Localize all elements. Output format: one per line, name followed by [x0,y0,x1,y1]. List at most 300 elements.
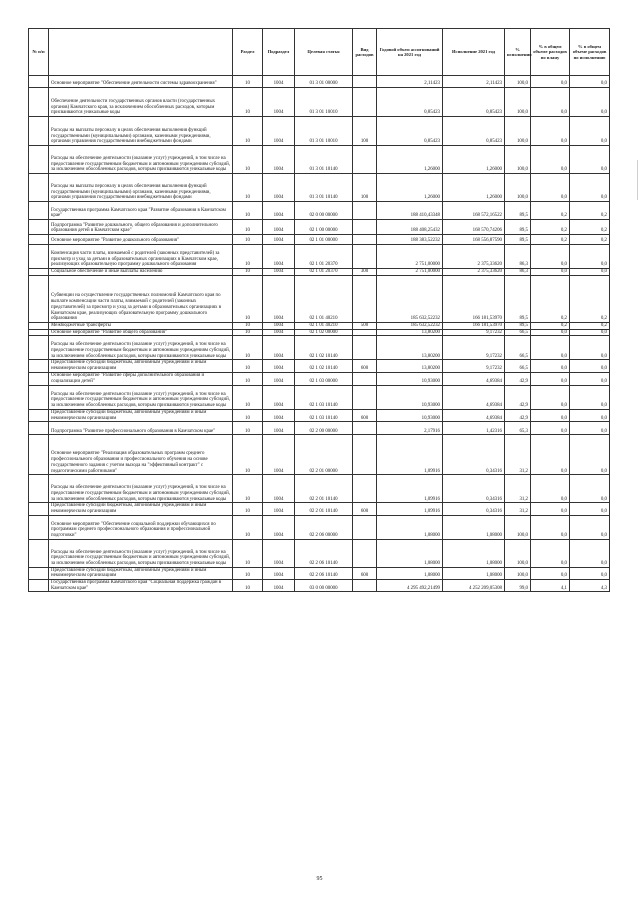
cell-podrazdel: 1004 [263,329,295,336]
cell-percent: 99,0 [505,580,531,592]
cell-num [29,276,49,323]
cell-executed: 1,26000 [443,174,505,202]
cell-name: Предоставление субсидий бюджетным, автономным учреждениям и иным некоммерческим организациям [49,567,233,579]
cell-name: Межбюджетные трансферты [49,323,233,330]
cell-annual: 1,09916 [377,503,443,515]
cell-name: Расходы на обеспечение деятельности (оказание услуг) учреждений, в том числе на предоставление государственным бюджетным и автономным учреждениям субсидий, за исключением обособленных расходов, которым присваиваются уникальные коды [49,539,233,567]
header-num: № п/п [29,29,49,76]
cell-num [29,202,49,220]
table-row [29,276,610,323]
cell-razdel: 10 [233,372,263,385]
cell-share-plan: 0,0 [531,329,570,336]
cell-podrazdel: 1004 [263,567,295,579]
cell-name: Подпрограмма "Развитие дошкольного, общего образования и дополнительного образования детей в Камчатском крае" [49,220,233,235]
cell-podrazdel: 1004 [263,422,295,435]
cell-name: Основное мероприятие "Развитие сферы дополнительного образования и социализации детей" [49,372,233,385]
table-row [29,117,610,146]
cell-percent: 100,0 [505,174,531,202]
cell-podrazdel: 1004 [263,276,295,323]
cell-razdel: 10 [233,276,263,323]
header-share-plan: % в общем объеме расходов по плану [531,29,570,76]
cell-razdel: 10 [233,503,263,515]
cell-num [29,146,49,174]
cell-razdel: 10 [233,245,263,269]
cell-executed: 166 181,53970 [443,276,505,323]
cell-share-exec: 0,2 [570,323,610,330]
cell-executed: 1,08000 [443,515,505,539]
cell-annual: 1,09916 [377,435,443,475]
cell-name: Основное мероприятие "Обеспечение деятельности системы здравоохранения" [49,76,233,88]
cell-vid: 500 [353,323,377,330]
cell-target: 02 1 02 10140 [295,360,353,372]
cell-razdel: 10 [233,146,263,174]
cell-share-exec: 0,2 [570,220,610,235]
cell-annual: 1,26000 [377,146,443,174]
cell-podrazdel: 1004 [263,269,295,276]
cell-name: Предоставление субсидий бюджетным, автономным учреждениям и иным некоммерческим организациям [49,503,233,515]
cell-share-plan: 0,0 [531,146,570,174]
cell-share-exec: 0,0 [570,372,610,385]
cell-share-plan: 0,0 [531,245,570,269]
cell-percent: 100,0 [505,76,531,88]
cell-annual: 1,09916 [377,475,443,503]
cell-executed: 1,08000 [443,539,505,567]
table-row [29,435,610,475]
cell-percent: 100,0 [505,88,531,117]
cell-share-plan: 0,0 [531,422,570,435]
header-razdel: Раздел [233,29,263,76]
cell-share-plan: 0,2 [531,235,570,245]
cell-executed: 0,85423 [443,117,505,146]
table-row [29,360,610,372]
cell-vid [353,146,377,174]
table-row [29,174,610,202]
cell-share-exec: 0,0 [570,503,610,515]
table-row [29,475,610,503]
cell-num [29,269,49,276]
cell-razdel: 10 [233,475,263,503]
cell-percent: 31,2 [505,435,531,475]
header-vid: Вид расходов [353,29,377,76]
cell-executed: 168 572,16522 [443,202,505,220]
cell-vid [353,435,377,475]
cell-num [29,360,49,372]
cell-target: 01 3 01 00000 [295,76,353,88]
cell-share-exec: 4,3 [570,580,610,592]
cell-annual: 4 295 492,21499 [377,580,443,592]
cell-share-exec: 0,0 [570,385,610,409]
cell-podrazdel: 1004 [263,360,295,372]
cell-num [29,76,49,88]
cell-podrazdel: 1004 [263,475,295,503]
cell-podrazdel: 1004 [263,235,295,245]
cell-razdel: 10 [233,385,263,409]
table-row [29,409,610,421]
cell-name: Субвенции на осуществление государственных полномочий Камчатского края по выплате компенсации части платы, взимаемой с родителей (законных представителей) за присмотр и уход за детьми в образовательных организациях в Камчатском крае, реализующих образовательную программу дошкольного образования [49,276,233,323]
cell-target: 01 3 01 10140 [295,174,353,202]
cell-podrazdel: 1004 [263,146,295,174]
cell-vid [353,202,377,220]
cell-share-exec: 0,0 [570,146,610,174]
cell-vid: 300 [353,269,377,276]
cell-share-exec: 0,0 [570,409,610,421]
table-row [29,580,610,592]
cell-percent: 89,5 [505,220,531,235]
cell-annual: 188 410,43348 [377,202,443,220]
cell-target: 02 1 01 40210 [295,276,353,323]
cell-executed: 9,17232 [443,360,505,372]
cell-razdel: 10 [233,220,263,235]
cell-executed: 4 252 209,05308 [443,580,505,592]
cell-num [29,235,49,245]
table-header-row [29,29,610,76]
cell-target: 02 1 03 10140 [295,385,353,409]
cell-podrazdel: 1004 [263,88,295,117]
cell-target: 02 2 01 10140 [295,503,353,515]
cell-share-plan: 0,0 [531,336,570,360]
cell-vid: 100 [353,117,377,146]
table-row [29,372,610,385]
cell-annual: 2 751,00000 [377,269,443,276]
cell-percent: 42,9 [505,385,531,409]
cell-share-exec: 0,2 [570,235,610,245]
cell-percent: 31,2 [505,475,531,503]
cell-razdel: 10 [233,435,263,475]
cell-share-exec: 0,0 [570,475,610,503]
cell-target: 02 1 01 00000 [295,235,353,245]
cell-razdel: 10 [233,336,263,360]
cell-share-exec: 0,0 [570,422,610,435]
cell-razdel: 10 [233,409,263,421]
cell-num [29,117,49,146]
cell-razdel: 10 [233,515,263,539]
cell-percent: 89,5 [505,323,531,330]
cell-share-plan: 0,0 [531,409,570,421]
cell-num [29,88,49,117]
table-row [29,88,610,117]
cell-annual: 13,80200 [377,336,443,360]
cell-name: Расходы на выплаты персоналу в целях обеспечения выполнения функций государственными (муниципальными) органами, казенными учреждениями, органами управления государственными внебюджетными фондами [49,174,233,202]
cell-executed: 4,69384 [443,409,505,421]
cell-name: Государственная программа Камчатского края "Социальная поддержка граждан в Камчатском крае" [49,580,233,592]
cell-vid [353,235,377,245]
header-annual: Годовой объем ассигнований на 2021 год [377,29,443,76]
header-target: Целевая статья [295,29,353,76]
cell-podrazdel: 1004 [263,409,295,421]
cell-vid [353,336,377,360]
cell-num [29,422,49,435]
cell-num [29,475,49,503]
cell-name: Основное мероприятие "Развитие дошкольного образования" [49,235,233,245]
cell-share-exec: 0,0 [570,336,610,360]
cell-share-plan: 4,1 [531,580,570,592]
cell-vid [353,385,377,409]
cell-share-plan: 0,0 [531,117,570,146]
cell-annual: 2 751,00000 [377,245,443,269]
table-row [29,422,610,435]
cell-podrazdel: 1004 [263,220,295,235]
cell-share-exec: 0,0 [570,174,610,202]
cell-share-exec: 0,0 [570,435,610,475]
cell-share-exec: 0,2 [570,202,610,220]
cell-target: 02 1 00 00000 [295,220,353,235]
cell-percent: 100,0 [505,539,531,567]
cell-razdel: 10 [233,539,263,567]
table-row [29,336,610,360]
cell-podrazdel: 1004 [263,372,295,385]
cell-vid: 600 [353,567,377,579]
cell-percent: 100,0 [505,567,531,579]
cell-target: 02 2 01 10140 [295,475,353,503]
cell-share-plan: 0,2 [531,220,570,235]
scan-edge-mark [637,160,638,200]
cell-annual: 13,80200 [377,329,443,336]
cell-percent: 89,5 [505,276,531,323]
cell-share-plan: 0,2 [531,276,570,323]
cell-name: Обеспечение деятельности государственных органов власти (государственных органов) Камчатского края, за исключением обособленных расходов, которым присваиваются уникальные коды [49,88,233,117]
table-row [29,146,610,174]
cell-name: Расходы на выплаты персоналу в целях обеспечения выполнения функций государственными (муниципальными) органами, казенными учреждениями, органами управления государственными внебюджетными фондами [49,117,233,146]
cell-percent: 31,2 [505,503,531,515]
cell-annual: 0,85423 [377,88,443,117]
cell-razdel: 10 [233,174,263,202]
cell-share-exec: 0,0 [570,269,610,276]
budget-table [28,28,610,592]
cell-name: Основное мероприятие "Реализация образовательных программ среднего профессионального образования и профессионального обучения на основе государственного задания с учетом выхода на "эффективный контракт" с педагогическими работниками" [49,435,233,475]
cell-target: 02 1 02 00000 [295,329,353,336]
header-executed: Исполнение 2021 год [443,29,505,76]
cell-num [29,336,49,360]
table-row [29,539,610,567]
cell-annual: 1,08000 [377,515,443,539]
cell-razdel: 10 [233,269,263,276]
cell-target: 02 2 06 00000 [295,515,353,539]
cell-razdel: 10 [233,202,263,220]
cell-annual: 185 632,52232 [377,276,443,323]
table-row [29,220,610,235]
table-row [29,245,610,269]
cell-share-exec: 0,2 [570,276,610,323]
cell-vid [353,76,377,88]
cell-target: 02 2 06 10140 [295,567,353,579]
cell-percent: 86,3 [505,269,531,276]
cell-percent: 66,5 [505,329,531,336]
cell-num [29,539,49,567]
cell-vid: 600 [353,409,377,421]
cell-executed: 1,08000 [443,567,505,579]
cell-target: 02 2 00 00000 [295,422,353,435]
header-percent: % исполнения [505,29,531,76]
cell-share-plan: 0,0 [531,567,570,579]
cell-num [29,409,49,421]
cell-vid [353,220,377,235]
cell-executed: 0,85423 [443,88,505,117]
cell-annual: 2,17916 [377,422,443,435]
cell-target: 01 3 01 10010 [295,88,353,117]
cell-podrazdel: 1004 [263,76,295,88]
cell-percent: 100,0 [505,117,531,146]
table-row [29,567,610,579]
cell-share-exec: 0,0 [570,567,610,579]
cell-target: 02 2 06 10140 [295,539,353,567]
table-row [29,269,610,276]
cell-name: Компенсация части платы, взимаемой с родителей (законных представителей) за присмотр и уход за детьми в образовательных организациях в Камчатском крае, реализующих образовательную программу дошкольного образования [49,245,233,269]
cell-razdel: 10 [233,580,263,592]
table-row [29,329,610,336]
cell-percent: 65,3 [505,422,531,435]
cell-share-plan: 0,0 [531,475,570,503]
cell-vid [353,580,377,592]
cell-name: Расходы на обеспечение деятельности (оказание услуг) учреждений, в том числе на предоставление государственным бюджетным и автономным учреждениям субсидий, за исключением обособленных расходов, которым присваиваются уникальные коды [49,146,233,174]
cell-target: 03 0 00 00000 [295,580,353,592]
cell-share-exec: 0,0 [570,117,610,146]
cell-annual: 10,93000 [377,372,443,385]
cell-num [29,580,49,592]
table-row [29,385,610,409]
cell-executed: 2 375,33620 [443,245,505,269]
cell-annual: 13,80200 [377,360,443,372]
header-name [49,29,233,76]
cell-num [29,372,49,385]
cell-annual: 1,26000 [377,174,443,202]
cell-executed: 9,17232 [443,336,505,360]
cell-annual: 1,08000 [377,567,443,579]
cell-vid [353,515,377,539]
cell-name: Социальное обеспечение и иные выплаты населению [49,269,233,276]
cell-name: Расходы на обеспечение деятельности (оказание услуг) учреждений, в том числе на предоставление государственным бюджетным и автономным учреждениям субсидий, за исключением обособленных расходов, которым присваиваются уникальные коды [49,475,233,503]
cell-target: 02 1 01 40210 [295,323,353,330]
cell-executed: 168 570,74206 [443,220,505,235]
cell-podrazdel: 1004 [263,202,295,220]
cell-share-plan: 0,2 [531,323,570,330]
cell-executed: 168 556,87590 [443,235,505,245]
cell-percent: 89,5 [505,235,531,245]
cell-share-plan: 0,0 [531,385,570,409]
cell-share-plan: 0,0 [531,503,570,515]
cell-num [29,503,49,515]
cell-percent: 86,3 [505,245,531,269]
cell-share-exec: 0,0 [570,76,610,88]
cell-vid [353,372,377,385]
table-row [29,202,610,220]
table-row [29,323,610,330]
table-body [29,76,610,592]
cell-executed: 9,17232 [443,329,505,336]
cell-share-exec: 0,0 [570,515,610,539]
cell-share-plan: 0,0 [531,88,570,117]
cell-executed: 1,26000 [443,146,505,174]
cell-annual: 1,08000 [377,539,443,567]
cell-razdel: 10 [233,235,263,245]
cell-razdel: 10 [233,76,263,88]
cell-share-plan: 0,0 [531,360,570,372]
cell-razdel: 10 [233,360,263,372]
cell-executed: 166 181,53970 [443,323,505,330]
cell-annual: 188 383,52232 [377,235,443,245]
cell-podrazdel: 1004 [263,580,295,592]
cell-percent: 66,5 [505,360,531,372]
cell-num [29,385,49,409]
cell-podrazdel: 1004 [263,117,295,146]
cell-executed: 4,69384 [443,385,505,409]
cell-executed: 1,42316 [443,422,505,435]
cell-target: 02 1 02 10140 [295,336,353,360]
cell-vid [353,88,377,117]
cell-annual: 10,93000 [377,409,443,421]
cell-vid [353,475,377,503]
cell-num [29,174,49,202]
cell-share-plan: 0,0 [531,76,570,88]
cell-vid [353,329,377,336]
cell-target: 02 1 01 20370 [295,245,353,269]
cell-name: Расходы на обеспечение деятельности (оказание услуг) учреждений, в том числе на предоставление государственным бюджетным и автономным учреждениям субсидий, за исключением обособленных расходов, которым присваиваются уникальные коды [49,336,233,360]
cell-podrazdel: 1004 [263,539,295,567]
cell-percent: 100,0 [505,146,531,174]
cell-razdel: 10 [233,422,263,435]
cell-vid [353,276,377,323]
cell-share-plan: 0,0 [531,539,570,567]
cell-podrazdel: 1004 [263,174,295,202]
cell-target: 02 1 03 00000 [295,372,353,385]
cell-share-plan: 0,0 [531,515,570,539]
cell-share-exec: 0,0 [570,245,610,269]
cell-podrazdel: 1004 [263,385,295,409]
cell-razdel: 10 [233,88,263,117]
cell-share-exec: 0,0 [570,360,610,372]
cell-podrazdel: 1004 [263,503,295,515]
cell-podrazdel: 1004 [263,323,295,330]
cell-share-plan: 0,2 [531,202,570,220]
cell-name: Подпрограмма "Развитие профессионального образования в Камчатском крае" [49,422,233,435]
cell-executed: 2 375,33620 [443,269,505,276]
cell-razdel: 10 [233,567,263,579]
table-row [29,515,610,539]
cell-annual: 188 408,25432 [377,220,443,235]
cell-vid: 100 [353,174,377,202]
cell-executed: 0,34316 [443,435,505,475]
cell-num [29,323,49,330]
cell-share-plan: 0,0 [531,269,570,276]
cell-vid: 600 [353,503,377,515]
cell-target: 01 3 01 10140 [295,146,353,174]
cell-share-plan: 0,0 [531,372,570,385]
cell-vid [353,245,377,269]
cell-percent: 42,9 [505,409,531,421]
cell-percent: 100,0 [505,515,531,539]
cell-name: Основное мероприятие "Обеспечение социальной поддержки обучающихся по программам среднего профессионального образования и профессиональной подготовки" [49,515,233,539]
cell-razdel: 10 [233,329,263,336]
cell-name: Предоставление субсидий бюджетным, автономным учреждениям и иным некоммерческим организациям [49,409,233,421]
table-row [29,503,610,515]
cell-name: Основное мероприятие "Развитие общего образования" [49,329,233,336]
cell-annual: 0,85423 [377,117,443,146]
cell-target: 02 1 03 10140 [295,409,353,421]
cell-percent: 66,5 [505,336,531,360]
cell-vid [353,539,377,567]
cell-target: 02 1 01 20370 [295,269,353,276]
cell-annual: 10,93000 [377,385,443,409]
page-number: 95 [316,876,323,882]
cell-target: 02 0 00 00000 [295,202,353,220]
cell-share-plan: 0,0 [531,174,570,202]
cell-num [29,245,49,269]
cell-name: Предоставление субсидий бюджетным, автономным учреждениям и иным некоммерческим организациям [49,360,233,372]
cell-vid: 600 [353,360,377,372]
cell-executed: 4,69384 [443,372,505,385]
cell-name: Расходы на обеспечение деятельности (оказание услуг) учреждений, в том числе на предоставление государственным бюджетным и автономным учреждениям субсидий, за исключением обособленных расходов, которым присваиваются уникальные коды [49,385,233,409]
cell-num [29,435,49,475]
cell-podrazdel: 1004 [263,245,295,269]
